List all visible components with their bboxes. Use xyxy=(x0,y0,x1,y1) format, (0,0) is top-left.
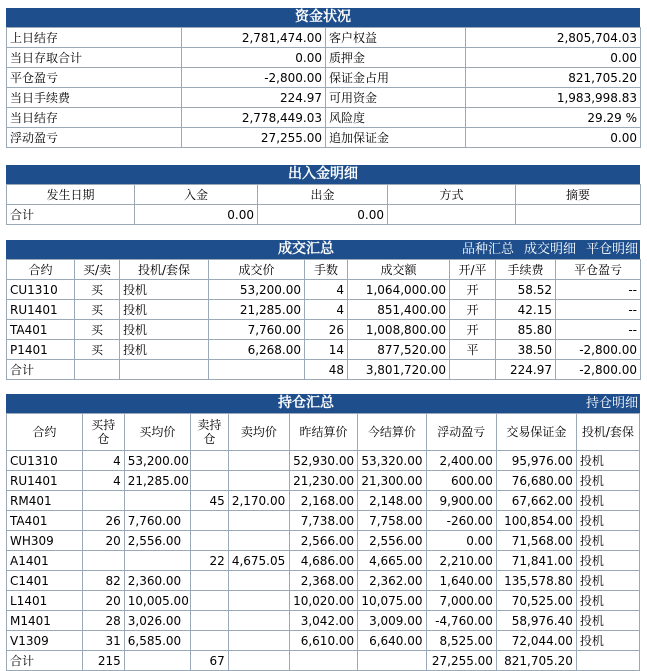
positions-cell: 6,640.00 xyxy=(358,631,426,651)
funds-label: 保证金占用 xyxy=(326,68,466,88)
trades-cell: 开 xyxy=(450,280,496,300)
trades-cell: 38.50 xyxy=(496,340,556,360)
positions-cell: 4 xyxy=(82,471,124,491)
trades-cell: -- xyxy=(556,280,641,300)
positions-cell: 2,210.00 xyxy=(426,551,496,571)
funds-label: 质押金 xyxy=(326,48,466,68)
positions-cell xyxy=(190,471,228,491)
positions-cell: 2,360.00 xyxy=(124,571,190,591)
cash-column-header: 方式 xyxy=(388,185,516,205)
positions-row xyxy=(7,531,640,551)
trades-total-cell xyxy=(120,360,209,380)
positions-cell: 95,976.00 xyxy=(496,451,576,471)
positions-cell: 投机 xyxy=(576,591,639,611)
trades-column-header: 手续费 xyxy=(496,260,556,280)
cash-total-in: 0.00 xyxy=(135,205,258,225)
positions-cell: V1309 xyxy=(7,631,83,651)
positions-cell: 22 xyxy=(190,551,228,571)
trades-cell: 投机 xyxy=(120,340,209,360)
positions-cell xyxy=(82,491,124,511)
positions-cell: 31 xyxy=(82,631,124,651)
positions-total-cell: 27,255.00 xyxy=(426,651,496,671)
positions-cell: 71,841.00 xyxy=(496,551,576,571)
funds-value: 2,805,704.03 xyxy=(466,28,641,48)
trades-cell: 投机 xyxy=(120,300,209,320)
positions-cell: 2,368.00 xyxy=(289,571,357,591)
trades-cell: 买 xyxy=(75,340,120,360)
trades-total-cell: -2,800.00 xyxy=(556,360,641,380)
trades-cell: 4 xyxy=(305,280,348,300)
positions-cell: 3,009.00 xyxy=(358,611,426,631)
positions-cell: 67,662.00 xyxy=(496,491,576,511)
trades-column-header: 投机/套保 xyxy=(120,260,209,280)
funds-section xyxy=(6,8,640,148)
funds-label: 平仓盈亏 xyxy=(7,68,182,88)
positions-cell: 6,610.00 xyxy=(289,631,357,651)
positions-cell: 10,075.00 xyxy=(358,591,426,611)
positions-cell: 21,285.00 xyxy=(124,471,190,491)
positions-cell: 2,148.00 xyxy=(358,491,426,511)
positions-total-cell xyxy=(358,651,426,671)
positions-column-header: 今结算价 xyxy=(358,414,426,451)
cash-total-row xyxy=(7,205,641,225)
trades-cell: 42.15 xyxy=(496,300,556,320)
positions-cell: 45 xyxy=(190,491,228,511)
funds-value: 0.00 xyxy=(182,48,326,68)
cash-column-header: 摘要 xyxy=(516,185,641,205)
trades-row xyxy=(7,300,641,320)
funds-label: 追加保证金 xyxy=(326,128,466,148)
trades-total-cell xyxy=(75,360,120,380)
positions-cell: 8,525.00 xyxy=(426,631,496,651)
positions-cell xyxy=(190,451,228,471)
funds-value: 1,983,998.83 xyxy=(466,88,641,108)
positions-row xyxy=(7,631,640,651)
positions-cell xyxy=(190,511,228,531)
positions-column-header: 买持仓 xyxy=(82,414,124,451)
trades-cell: 平 xyxy=(450,340,496,360)
positions-cell xyxy=(228,631,289,651)
positions-cell: 135,578.80 xyxy=(496,571,576,591)
positions-cell: 2,168.00 xyxy=(289,491,357,511)
positions-row xyxy=(7,571,640,591)
positions-header xyxy=(6,394,640,413)
trades-section xyxy=(6,240,640,380)
positions-cell: M1401 xyxy=(7,611,83,631)
positions-total-cell xyxy=(228,651,289,671)
positions-row xyxy=(7,511,640,531)
funds-value: 2,781,474.00 xyxy=(182,28,326,48)
trades-total-cell: 48 xyxy=(305,360,348,380)
positions-cell: L1401 xyxy=(7,591,83,611)
positions-cell: 53,320.00 xyxy=(358,451,426,471)
positions-cell xyxy=(190,631,228,651)
trades-cell: 6,268.00 xyxy=(209,340,305,360)
positions-column-header: 合约 xyxy=(7,414,83,451)
cash-total-out: 0.00 xyxy=(258,205,388,225)
trades-column-header: 手数 xyxy=(305,260,348,280)
positions-cell: 7,760.00 xyxy=(124,511,190,531)
funds-value: 29.29 % xyxy=(466,108,641,128)
cash-column-header: 发生日期 xyxy=(7,185,135,205)
positions-cell: 7,738.00 xyxy=(289,511,357,531)
positions-column-header: 卖持仓 xyxy=(190,414,228,451)
positions-cell: 2,556.00 xyxy=(358,531,426,551)
trades-header xyxy=(6,240,640,259)
positions-total-cell: 67 xyxy=(190,651,228,671)
positions-cell: 2,362.00 xyxy=(358,571,426,591)
trades-cell: 开 xyxy=(450,320,496,340)
trades-cell: 21,285.00 xyxy=(209,300,305,320)
positions-cell xyxy=(228,611,289,631)
positions-row xyxy=(7,611,640,631)
positions-total-cell: 合计 xyxy=(7,651,83,671)
positions-cell xyxy=(228,511,289,531)
positions-cell: 10,020.00 xyxy=(289,591,357,611)
cash-total-method xyxy=(388,205,516,225)
positions-cell: 82 xyxy=(82,571,124,591)
positions-cell: CU1310 xyxy=(7,451,83,471)
positions-cell xyxy=(228,591,289,611)
positions-cell: 9,900.00 xyxy=(426,491,496,511)
positions-total-cell: 215 xyxy=(82,651,124,671)
positions-cell: 投机 xyxy=(576,531,639,551)
positions-cell: 2,400.00 xyxy=(426,451,496,471)
positions-cell: RM401 xyxy=(7,491,83,511)
positions-cell: -260.00 xyxy=(426,511,496,531)
positions-cell: 投机 xyxy=(576,571,639,591)
trades-row xyxy=(7,340,641,360)
trades-cell: 14 xyxy=(305,340,348,360)
trades-row xyxy=(7,320,641,340)
funds-label: 客户权益 xyxy=(326,28,466,48)
positions-total-cell xyxy=(289,651,357,671)
positions-cell: 53,200.00 xyxy=(124,451,190,471)
trades-total-cell xyxy=(450,360,496,380)
positions-cell xyxy=(190,571,228,591)
positions-cell: 58,976.40 xyxy=(496,611,576,631)
trades-cell: 4 xyxy=(305,300,348,320)
cash-table xyxy=(6,184,641,225)
trades-column-header: 成交价 xyxy=(209,260,305,280)
trades-cell: P1401 xyxy=(7,340,75,360)
positions-column-header: 交易保证金 xyxy=(496,414,576,451)
positions-cell: 3,026.00 xyxy=(124,611,190,631)
positions-cell: TA401 xyxy=(7,511,83,531)
positions-title: 持仓汇总 xyxy=(278,395,334,411)
positions-row xyxy=(7,591,640,611)
positions-column-header: 浮动盈亏 xyxy=(426,414,496,451)
funds-label: 当日手续费 xyxy=(7,88,182,108)
trades-cell: CU1310 xyxy=(7,280,75,300)
trades-total-cell xyxy=(209,360,305,380)
funds-label: 风险度 xyxy=(326,108,466,128)
positions-cell: 71,568.00 xyxy=(496,531,576,551)
trades-cell: 877,520.00 xyxy=(348,340,450,360)
positions-column-header: 买均价 xyxy=(124,414,190,451)
positions-cell: A1401 xyxy=(7,551,83,571)
funds-label: 当日结存 xyxy=(7,108,182,128)
trades-table xyxy=(6,259,641,380)
positions-cell xyxy=(228,451,289,471)
positions-cell: 72,044.00 xyxy=(496,631,576,651)
positions-cell: 2,566.00 xyxy=(289,531,357,551)
positions-cell xyxy=(228,531,289,551)
positions-cell: -4,760.00 xyxy=(426,611,496,631)
funds-title: 资金状况 xyxy=(295,9,351,25)
cash-total-label: 合计 xyxy=(7,205,135,225)
trades-cell: 买 xyxy=(75,300,120,320)
funds-row xyxy=(7,48,641,68)
positions-cell: 3,042.00 xyxy=(289,611,357,631)
funds-label: 可用资金 xyxy=(326,88,466,108)
trades-cell: -- xyxy=(556,320,641,340)
positions-cell: 2,170.00 xyxy=(228,491,289,511)
positions-cell: 20 xyxy=(82,531,124,551)
trades-total-cell: 3,801,720.00 xyxy=(348,360,450,380)
positions-cell xyxy=(228,571,289,591)
positions-cell xyxy=(190,531,228,551)
positions-cell xyxy=(228,471,289,491)
trades-cell: 85.80 xyxy=(496,320,556,340)
positions-cell xyxy=(190,591,228,611)
trades-total-cell: 合计 xyxy=(7,360,75,380)
positions-cell: 0.00 xyxy=(426,531,496,551)
positions-cell: 投机 xyxy=(576,471,639,491)
positions-cell: 投机 xyxy=(576,491,639,511)
positions-section xyxy=(6,394,640,671)
trades-cell: 买 xyxy=(75,280,120,300)
funds-row xyxy=(7,88,641,108)
trades-cell: 53,200.00 xyxy=(209,280,305,300)
positions-cell: 投机 xyxy=(576,611,639,631)
trades-cell: 买 xyxy=(75,320,120,340)
positions-cell: 28 xyxy=(82,611,124,631)
positions-total-cell xyxy=(576,651,639,671)
funds-label: 上日结存 xyxy=(7,28,182,48)
trades-cell: 投机 xyxy=(120,280,209,300)
trades-cell: 开 xyxy=(450,300,496,320)
trades-column-header: 买/卖 xyxy=(75,260,120,280)
trades-column-header: 合约 xyxy=(7,260,75,280)
positions-cell: 10,005.00 xyxy=(124,591,190,611)
trades-cell: 58.52 xyxy=(496,280,556,300)
positions-cell: 70,525.00 xyxy=(496,591,576,611)
funds-value: 27,255.00 xyxy=(182,128,326,148)
positions-cell: 21,230.00 xyxy=(289,471,357,491)
positions-cell: WH309 xyxy=(7,531,83,551)
positions-column-header: 昨结算价 xyxy=(289,414,357,451)
trades-cell: 1,064,000.00 xyxy=(348,280,450,300)
positions-cell: 2,556.00 xyxy=(124,531,190,551)
funds-value: 821,705.20 xyxy=(466,68,641,88)
positions-total-cell xyxy=(124,651,190,671)
cash-header xyxy=(6,165,640,184)
positions-cell: 6,585.00 xyxy=(124,631,190,651)
trades-row xyxy=(7,280,641,300)
positions-column-header: 卖均价 xyxy=(228,414,289,451)
positions-cell: 26 xyxy=(82,511,124,531)
funds-label: 浮动盈亏 xyxy=(7,128,182,148)
positions-cell: 7,000.00 xyxy=(426,591,496,611)
funds-row xyxy=(7,128,641,148)
funds-row xyxy=(7,68,641,88)
funds-value: 0.00 xyxy=(466,48,641,68)
trades-link[interactable]: 平仓明细 xyxy=(585,242,638,257)
positions-cell xyxy=(82,551,124,571)
positions-table xyxy=(6,413,640,671)
trades-cell: 851,400.00 xyxy=(348,300,450,320)
trades-cell: -- xyxy=(556,300,641,320)
trades-cell: -2,800.00 xyxy=(556,340,641,360)
positions-cell: 4 xyxy=(82,451,124,471)
trades-cell: TA401 xyxy=(7,320,75,340)
positions-cell: C1401 xyxy=(7,571,83,591)
positions-cell: 4,675.05 xyxy=(228,551,289,571)
positions-row xyxy=(7,491,640,511)
trades-link[interactable]: 成交明细 xyxy=(523,242,576,257)
positions-cell: 7,758.00 xyxy=(358,511,426,531)
funds-value: -2,800.00 xyxy=(182,68,326,88)
positions-cell: 21,300.00 xyxy=(358,471,426,491)
positions-cell: RU1401 xyxy=(7,471,83,491)
positions-row xyxy=(7,471,640,491)
positions-cell: 52,930.00 xyxy=(289,451,357,471)
trades-cell: RU1401 xyxy=(7,300,75,320)
positions-cell: 76,680.00 xyxy=(496,471,576,491)
positions-total-row xyxy=(7,651,640,671)
positions-cell xyxy=(124,551,190,571)
funds-row xyxy=(7,28,641,48)
positions-cell xyxy=(190,611,228,631)
positions-cell xyxy=(124,491,190,511)
positions-cell: 投机 xyxy=(576,451,639,471)
positions-row xyxy=(7,551,640,571)
positions-cell: 20 xyxy=(82,591,124,611)
positions-cell: 1,640.00 xyxy=(426,571,496,591)
cash-title: 出入金明细 xyxy=(288,166,358,182)
funds-table xyxy=(6,27,641,148)
positions-row xyxy=(7,451,640,471)
trades-cell: 26 xyxy=(305,320,348,340)
positions-cell: 100,854.00 xyxy=(496,511,576,531)
positions-cell: 600.00 xyxy=(426,471,496,491)
funds-value: 2,778,449.03 xyxy=(182,108,326,128)
funds-row xyxy=(7,108,641,128)
cash-column-header: 出金 xyxy=(258,185,388,205)
cash-column-header: 入金 xyxy=(135,185,258,205)
funds-header xyxy=(6,8,640,27)
positions-link[interactable]: 持仓明细 xyxy=(585,396,638,411)
trades-column-header: 平仓盈亏 xyxy=(556,260,641,280)
cash-total-summary xyxy=(516,205,641,225)
trades-cell: 7,760.00 xyxy=(209,320,305,340)
cash-section xyxy=(6,165,640,225)
positions-cell: 投机 xyxy=(576,511,639,531)
funds-value: 224.97 xyxy=(182,88,326,108)
positions-total-cell: 821,705.20 xyxy=(496,651,576,671)
trades-total-row xyxy=(7,360,641,380)
funds-value: 0.00 xyxy=(466,128,641,148)
trades-title: 成交汇总 xyxy=(278,241,334,257)
funds-label: 当日存取合计 xyxy=(7,48,182,68)
trades-total-cell: 224.97 xyxy=(496,360,556,380)
trades-column-header: 开/平 xyxy=(450,260,496,280)
positions-column-header: 投机/套保 xyxy=(576,414,639,451)
trades-column-header: 成交额 xyxy=(348,260,450,280)
trades-link[interactable]: 品种汇总 xyxy=(461,242,514,257)
trades-cell: 1,008,800.00 xyxy=(348,320,450,340)
positions-cell: 4,686.00 xyxy=(289,551,357,571)
positions-cell: 4,665.00 xyxy=(358,551,426,571)
positions-cell: 投机 xyxy=(576,631,639,651)
positions-cell: 投机 xyxy=(576,551,639,571)
trades-cell: 投机 xyxy=(120,320,209,340)
